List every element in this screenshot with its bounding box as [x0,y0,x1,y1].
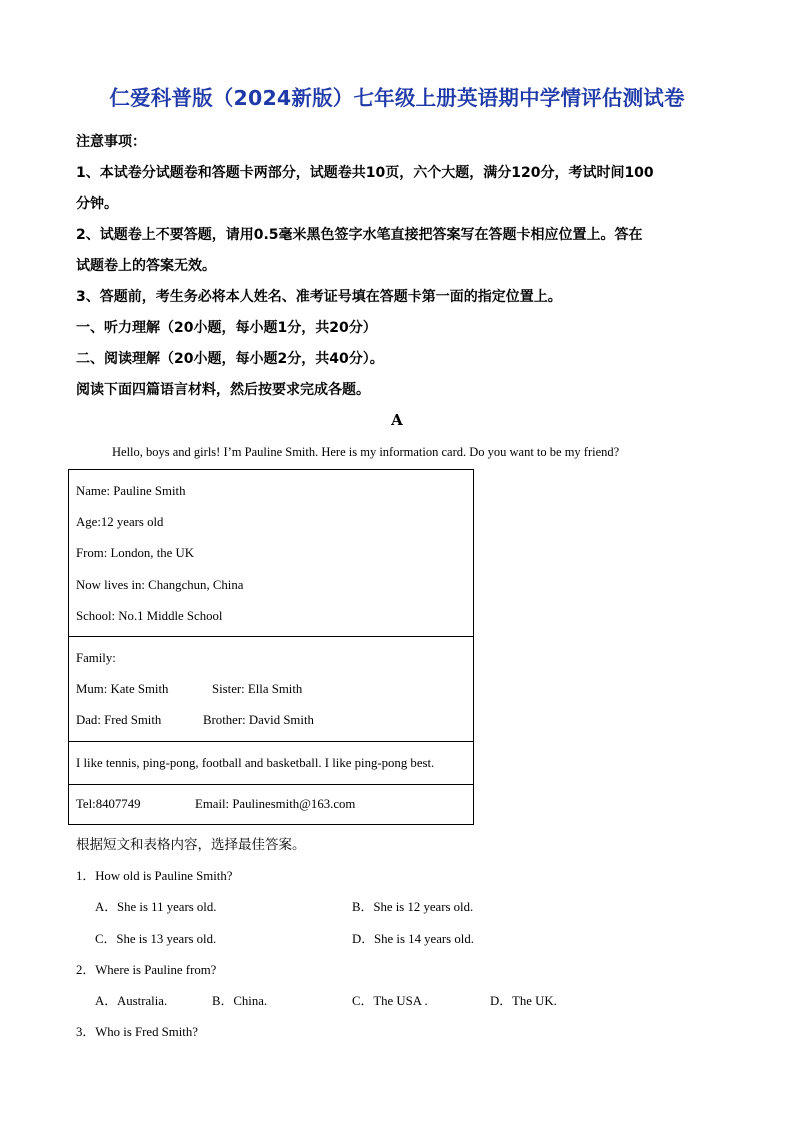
passage-intro: Hello, boys and girls! I’m Pauline Smith. Here is my information card. Do you want to be my friend? [112,445,620,459]
section-label: A [391,411,403,429]
question-2-option-d: D．The UK. [490,994,557,1008]
question-3: 3．Who is Fred Smith? [76,1025,198,1039]
card-school: School: No.1 Middle School [76,609,223,623]
card-dad: Dad: Fred Smith [76,713,162,727]
notice-section [76,127,722,406]
notice-item-1-line-2: 分钟。 [76,196,118,212]
card-tel: Tel:8407749 [76,797,141,811]
question-1-option-a: A．She is 11 years old. [95,900,217,914]
information-card [68,469,474,825]
card-hobbies-section [69,742,473,785]
card-age: Age:12 years old [76,515,164,529]
card-personal-section [69,470,473,637]
question-1-option-c: C．She is 13 years old. [95,932,217,946]
card-contact-section [69,785,473,825]
notice-heading: 注意事项： [76,134,146,150]
card-hobbies: I like tennis, ping-pong, football and basketball. I like ping-pong best. [76,756,435,770]
card-mum: Mum: Kate Smith [76,682,169,696]
question-1-option-d: D．She is 14 years old. [352,932,474,946]
card-lives: Now lives in: Changchun, China [76,578,244,592]
card-brother: Brother: David Smith [203,713,314,727]
reading-instruction: 阅读下面四篇语言材料，然后按要求完成各题。 [76,382,370,398]
card-email: Email: Paulinesmith@163.com [195,797,356,811]
card-from: From: London, the UK [76,546,195,560]
question-2-option-c: C．The USA . [352,994,428,1008]
question-2-option-a: A．Australia. [95,994,168,1008]
card-sister: Sister: Ella Smith [212,682,303,696]
notice-item-2-line-1: 2、试题卷上不要答题，请用0.5毫米黑色签字水笔直接把答案写在答题卡相应位置上。答在 [76,227,643,243]
question-2-option-b: B．China. [212,994,268,1008]
card-name: Name: Pauline Smith [76,484,186,498]
part-2-heading: 二、阅读理解（20小题，每小题2分，共40分）。 [76,351,384,367]
card-family-label: Family: [76,651,116,665]
question-1-option-b: B．She is 12 years old. [352,900,474,914]
question-2: 2．Where is Pauline from? [76,963,217,977]
notice-item-2-line-2: 试题卷上的答案无效。 [76,258,216,274]
part-1-heading: 一、听力理解（20小题，每小题1分，共20分） [76,320,377,336]
notice-item-3: 3、答题前，考生务必将本人姓名、准考证号填在答题卡第一面的指定位置上。 [76,289,562,305]
notice-item-1-line-1: 1、本试卷分试题卷和答题卡两部分，试题卷共10页，六个大题，满分120分，考试时间100 [76,165,654,181]
page-title: 仁爱科普版（2024新版）七年级上册英语期中学情评估测试卷 [109,86,685,110]
questions-prompt: 根据短文和表格内容，选择最佳答案。 [76,837,306,853]
question-1: 1．How old is Pauline Smith? [76,869,233,883]
card-family-section [69,637,473,742]
